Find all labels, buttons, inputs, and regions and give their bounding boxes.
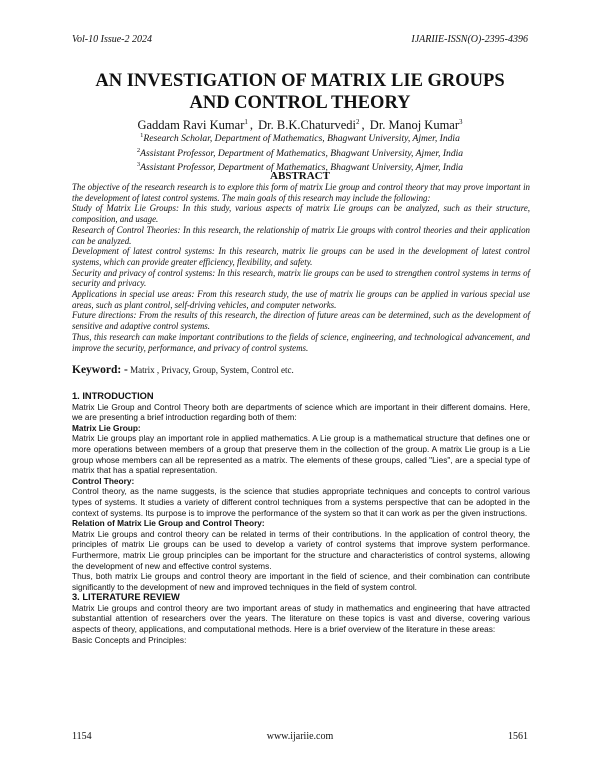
- title-line-1: AN INVESTIGATION OF MATRIX LIE GROUPS: [95, 71, 505, 91]
- section-heading-introduction: 1. INTRODUCTION: [72, 391, 154, 401]
- abstract-paragraph: Study of Matrix Lie Groups: In this study, various aspects of matrix Lie groups can be analyzed, such as their structure, composition, and usage.: [72, 203, 530, 225]
- article-id: 1561: [508, 731, 528, 742]
- body-paragraph: Control theory, as the name suggests, is the science that studies appropriate techniques and concepts to control various types of systems. It studies a variety of different control techniques from a systems perspective that can be adopted in the context of systems. Its purpose is to improve the performance of the system so that it can work as per the given instructions.: [72, 486, 530, 518]
- section-heading-literature-review: 3. LITERATURE REVIEW: [72, 592, 180, 603]
- body-paragraph: Matrix Lie groups and control theory can be related in terms of their contributions. In the application of control theory, the principles of matrix Lie groups can be used to develop a variety of control systems that improve system performance. Furthermore, matrix Lie group principles can be important for the structure and characteristics of control systems, allowing the development of new and effective control systems.: [72, 528, 530, 571]
- author-name: Gaddam Ravi Kumar: [137, 118, 245, 133]
- abstract-paragraph: Applications in special use areas: From this research study, the use of matrix lie groups can be applied in various special use areas, such as plant control, self-driving vehicles, and computer networks.: [72, 289, 530, 310]
- author-sup: 1: [244, 118, 248, 126]
- paper-title: [60, 70, 540, 114]
- journal-issn-header: IJARIIE-ISSN(O)-2395-4396: [411, 34, 528, 45]
- subheading-matrix-lie-group: Matrix Lie Group:: [72, 422, 141, 433]
- affiliation-line: $^3$Assistant Professor, Department of Mathematics, Bhagwant University, Ajmer, India: [136, 161, 464, 174]
- abstract-paragraph: The objective of the research research is to explore this form of matrix Lie group and control theory that may prove important in the development of latest control systems. The main goals of this research may include the following:: [72, 182, 530, 203]
- abstract-paragraph: Development of latest control systems: In this research, matrix lie groups can be used in the development of latest control systems, which can provide greater efficiency, flexibility, and safety.: [72, 246, 530, 267]
- subheading-control-theory: Control Theory:: [72, 475, 135, 486]
- abstract-body: [72, 182, 530, 353]
- body-paragraph: Matrix Lie groups and control theory are two important areas of study in mathematics and engineering that have attracted substantial attention of researchers over the years. The literature on these topics is vast and diverse, covering various aspects of theory, applications, and computational methods. Here is a brief overview of the literature in these areas:: [72, 602, 530, 635]
- author-name: Dr. Manoj Kumar: [369, 118, 460, 133]
- body-paragraph: Matrix Lie Group and Control Theory both are departments of science which are important in their different domains. Here, we are presenting a brief introduction regarding both of them:: [72, 401, 530, 423]
- journal-volume-header: Vol-10 Issue-2 2024: [72, 34, 152, 45]
- author-list: Gaddam Ravi Kumar$^1$ , Dr. B.K.Chaturvedi$^2$ , Dr. Manoj Kumar$^3$: [137, 118, 463, 133]
- affiliation-line: $^1$Research Scholar, Department of Mathematics, Bhagwant University, Ajmer, India: [140, 132, 460, 145]
- subheading-basic-concepts: Basic Concepts and Principles:: [72, 634, 187, 645]
- body-paragraph: Thus, both matrix Lie groups and control theory are important in the field of science, and their combination can contribute significantly to the development of new and improved techniques in the field of system control.: [72, 571, 530, 592]
- body-paragraph: Matrix Lie groups play an important role in applied mathematics. A Lie group is a mathematical structure that defines one or more operations between members of a group that preserve them in the collection of the group. A matrix Lie group is a Lie group whose members can all be represented as a matrix. The elements of these groups, called "Lies", are a special type of matrix that has a spatial representation.: [72, 433, 530, 476]
- journal-website: www.ijariie.com: [266, 731, 334, 742]
- abstract-paragraph: Security and privacy of control systems: In this research, matrix lie groups can be used to strengthen control systems in terms of security and privacy.: [72, 267, 530, 289]
- keyword-label: Keyword: -: [72, 364, 128, 376]
- abstract-paragraph: Thus, this research can make important contributions to the fields of science, engineering, and technological advancement, and improve the security, performance, and privacy of control systems.: [72, 331, 530, 353]
- author-sup: 2: [356, 118, 360, 126]
- subheading-relation: Relation of Matrix Lie Group and Control Theory:: [72, 518, 265, 529]
- abstract-paragraph: Research of Control Theories: In this research, the relationship of matrix Lie groups with control theories and their application can be analyzed.: [72, 224, 530, 246]
- page-number: 1154: [72, 731, 92, 742]
- author-name: Dr. B.K.Chaturvedi: [258, 118, 357, 133]
- abstract-paragraph: Future directions: From the results of this research, the direction of future areas can be determined, such as the development of sensitive and adaptive control systems.: [72, 310, 530, 332]
- abstract-heading: ABSTRACT: [270, 170, 330, 182]
- affiliation-line: $^2$Assistant Professor, Department of Mathematics, Bhagwant University, Ajmer, India: [136, 146, 464, 159]
- author-sup: 3: [459, 118, 463, 126]
- title-line-2: AND CONTROL THEORY: [189, 93, 411, 113]
- keyword-list: Matrix , Privacy, Group, System, Control etc.: [127, 365, 294, 375]
- affiliation-list: [60, 130, 540, 174]
- paper-body: [72, 391, 530, 645]
- keywords: [72, 364, 530, 376]
